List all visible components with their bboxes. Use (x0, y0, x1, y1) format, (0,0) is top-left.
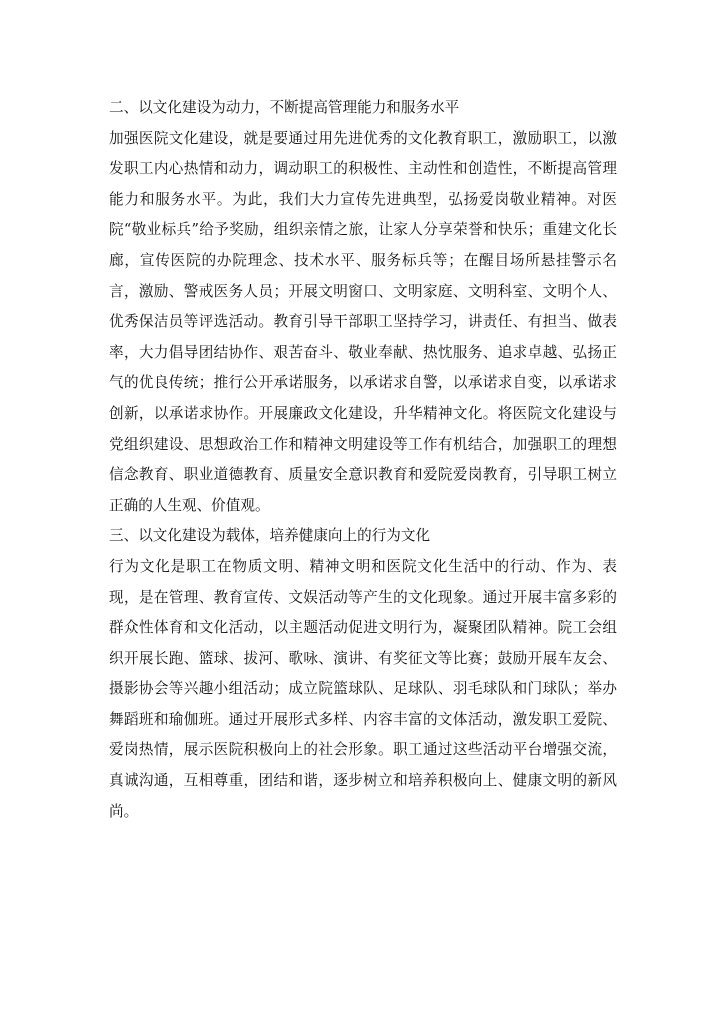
section-heading-2: 二、以文化建设为动力，不断提高管理能力和服务水平 (109, 99, 460, 116)
document-body (109, 93, 617, 827)
section-paragraph-2: 加强医院文化建设，就是要通过用先进优秀的文化教育职工，激励职工，以激发职工内心热情和动力，调动职工的积极性、主动性和创造性，不断提高管理能力和服务水平。为此，我们大力宣传先进典型，弘扬爱岗敬业精神。对医院“敬业标兵”给予奖励，组织亲情之旅，让家人分享荣誉和快乐；重建文化长廊，宣传医院的办院理念、技术水平、服务标兵等；在醒目场所悬挂警示名言，激励、警戒医务人员；开展文明窗口、文明家庭、文明科室、文明个人、优秀保洁员等评选活动。教育引导干部职工坚持学习，讲责任、有担当、做表率，大力倡导团结协作、艰苦奋斗、敬业奉献、热忱服务、追求卓越、弘扬正气的优良传统；推行公开承诺服务，以承诺求自警，以承诺求自变，以承诺求创新，以承诺求协作。开展廉政文化建设，升华精神文化。将医院文化建设与党组织建设、思想政治工作和精神文明建设等工作有机结合，加强职工的理想信念教育、职业道德教育、质量安全意识教育和爱院爱岗教育，引导职工树立正确的人生观、价值观。 (109, 129, 617, 514)
section-heading-3: 三、以文化建设为载体，培养健康向上的行为文化 (109, 527, 431, 545)
section-paragraph-3: 行为文化是职工在物质文明、精神文明和医院文化生活中的行动、作为、表现，是在管理、教育宣传、文娱活动等产生的文化现象。通过开展丰富多彩的群众性体育和文化活动，以主题活动促进文明行为，凝聚团队精神。院工会组织开展长跑、篮球、拔河、歌咏、演讲、有奖征文等比赛；鼓励开展车友会、摄影协会等兴趣小组活动；成立院篮球队、足球队、羽毛球队和门球队；举办舞蹈班和瑜伽班。通过开展形式多样、内容丰富的文体活动，激发职工爱院、爱岗热情，展示医院积极向上的社会形象。职工通过这些活动平台增强交流，真诚沟通，互相尊重，团结和谐，逐步树立和培养积极向上、健康文明的新风尚。 (109, 557, 617, 820)
